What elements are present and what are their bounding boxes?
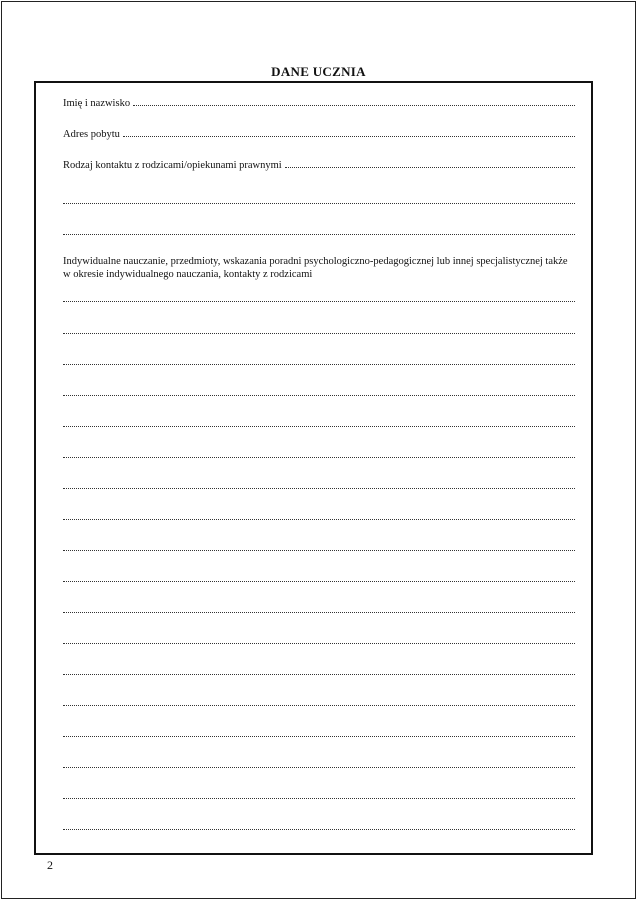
writing-line[interactable]: [63, 767, 575, 768]
address-field[interactable]: [63, 129, 575, 140]
address-field-dotted-line[interactable]: [123, 135, 575, 137]
writing-line[interactable]: [63, 798, 575, 799]
writing-line[interactable]: [63, 550, 575, 551]
individual-teaching-label: Indywidualne nauczanie, przedmioty, wskazania poradni psychologiczno-pedagogicznej lub innej specjalistycznej także w okresie indywidualnego nauczania, kontakty z rodzicami: [63, 256, 568, 280]
page-number: 2: [47, 858, 53, 872]
writing-line[interactable]: [63, 705, 575, 706]
writing-line[interactable]: [63, 457, 575, 458]
name-field-dotted-line[interactable]: [133, 104, 575, 106]
writing-line[interactable]: [63, 581, 575, 582]
writing-line[interactable]: [63, 643, 575, 644]
contact-continuation-line[interactable]: [63, 234, 575, 235]
address-field-label: Adres pobytu: [63, 129, 120, 140]
writing-line[interactable]: [63, 488, 575, 489]
writing-line[interactable]: [63, 612, 575, 613]
writing-line[interactable]: [63, 364, 575, 365]
contact-field-dotted-line[interactable]: [285, 166, 575, 168]
writing-line[interactable]: [63, 426, 575, 427]
student-data-form: [34, 81, 593, 855]
writing-line[interactable]: [63, 736, 575, 737]
writing-line[interactable]: [63, 333, 575, 334]
contact-field-label: Rodzaj kontaktu z rodzicami/opiekunami prawnymi: [63, 160, 282, 171]
writing-line[interactable]: [63, 829, 575, 830]
contact-field[interactable]: [63, 160, 575, 171]
writing-line[interactable]: [63, 301, 575, 302]
writing-line[interactable]: [63, 519, 575, 520]
page-title: DANE UCZNIA: [271, 64, 366, 79]
name-field[interactable]: [63, 98, 575, 109]
contact-continuation-line[interactable]: [63, 203, 575, 204]
writing-line[interactable]: [63, 395, 575, 396]
writing-line[interactable]: [63, 674, 575, 675]
name-field-label: Imię i nazwisko: [63, 98, 131, 109]
